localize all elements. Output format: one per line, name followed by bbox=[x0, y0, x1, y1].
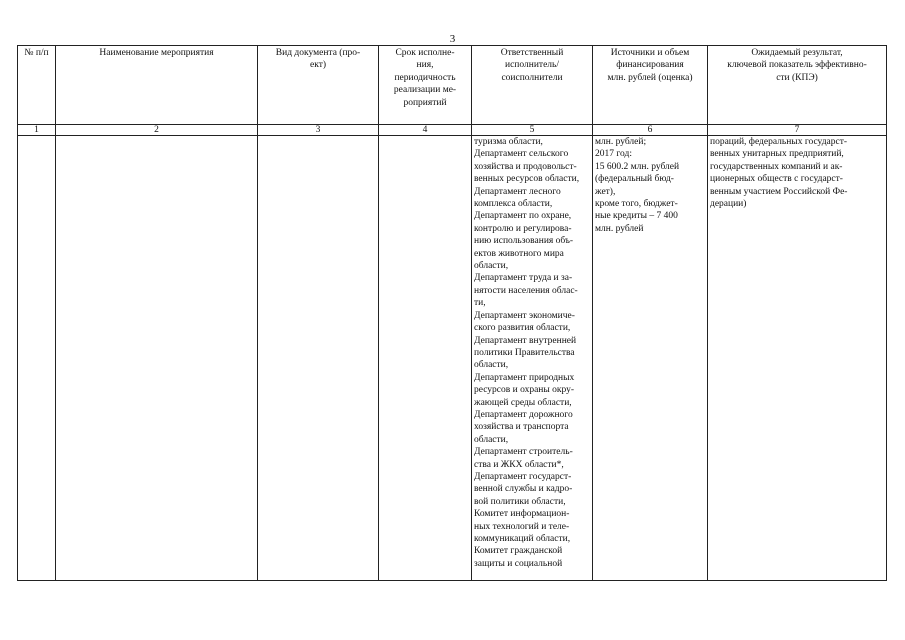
column-number: 7 bbox=[708, 125, 887, 136]
cell-number bbox=[18, 136, 56, 581]
table-header-row bbox=[18, 46, 887, 125]
header-measure-name: Наименование мероприятия bbox=[56, 46, 258, 125]
column-number: 4 bbox=[379, 125, 472, 136]
page-number: 3 bbox=[449, 33, 456, 45]
header-expected-result: Ожидаемый результат, ключевой показатель эффективно- сти (КПЭ) bbox=[708, 46, 887, 125]
column-number-row bbox=[18, 125, 887, 136]
column-number: 2 bbox=[56, 125, 258, 136]
column-number: 6 bbox=[593, 125, 708, 136]
column-number: 1 bbox=[18, 125, 56, 136]
header-responsible: Ответственный исполнитель/ соисполнители bbox=[472, 46, 593, 125]
measures-table bbox=[17, 45, 887, 581]
cell-measure-name bbox=[56, 136, 258, 581]
cell-deadline bbox=[379, 136, 472, 581]
cell-responsible: туризма области, Департамент сельского хозяйства и продовольст- венных ресурсов области, Департамент лесного комплекса области, Департамент по охране, контролю и регулирова- нию использования объ- ектов животного мира области, Департамент труда и за- нятости населения облас- ти, Департамент экономиче- ского развития области, Департамент внутренней политики Правительства области, Департамент природных ресурсов и охраны окру- жающей среды области, Департамент дорожного хозяйства и транспорта области, Департамент строитель- ства и ЖКХ области*, Департамент государст- венной службы и кадро- вой политики области, Комитет информацион- ных технологий и теле- коммуникаций области, Комитет гражданской защиты и социальной bbox=[472, 136, 593, 581]
cell-financing: млн. рублей; 2017 год: 15 600.2 млн. рублей (федеральный бюд- жет), кроме того, бюджет- ные кредиты – 7 400 млн. рублей bbox=[593, 136, 708, 581]
cell-expected-result: пораций, федеральных государст- венных унитарных предприятий, государственных компаний и ак- ционерных обществ с государст- венным участием Российской Фе- дерации) bbox=[708, 136, 887, 581]
column-number: 3 bbox=[258, 125, 379, 136]
header-number: № п/п bbox=[18, 46, 56, 125]
header-financing: Источники и объем финансирования млн. рублей (оценка) bbox=[593, 46, 708, 125]
table-row bbox=[18, 136, 887, 581]
column-number: 5 bbox=[472, 125, 593, 136]
header-document-type: Вид документа (про- ект) bbox=[258, 46, 379, 125]
header-deadline: Срок исполне- ния, периодичность реализации ме- роприятий bbox=[379, 46, 472, 125]
cell-document-type bbox=[258, 136, 379, 581]
